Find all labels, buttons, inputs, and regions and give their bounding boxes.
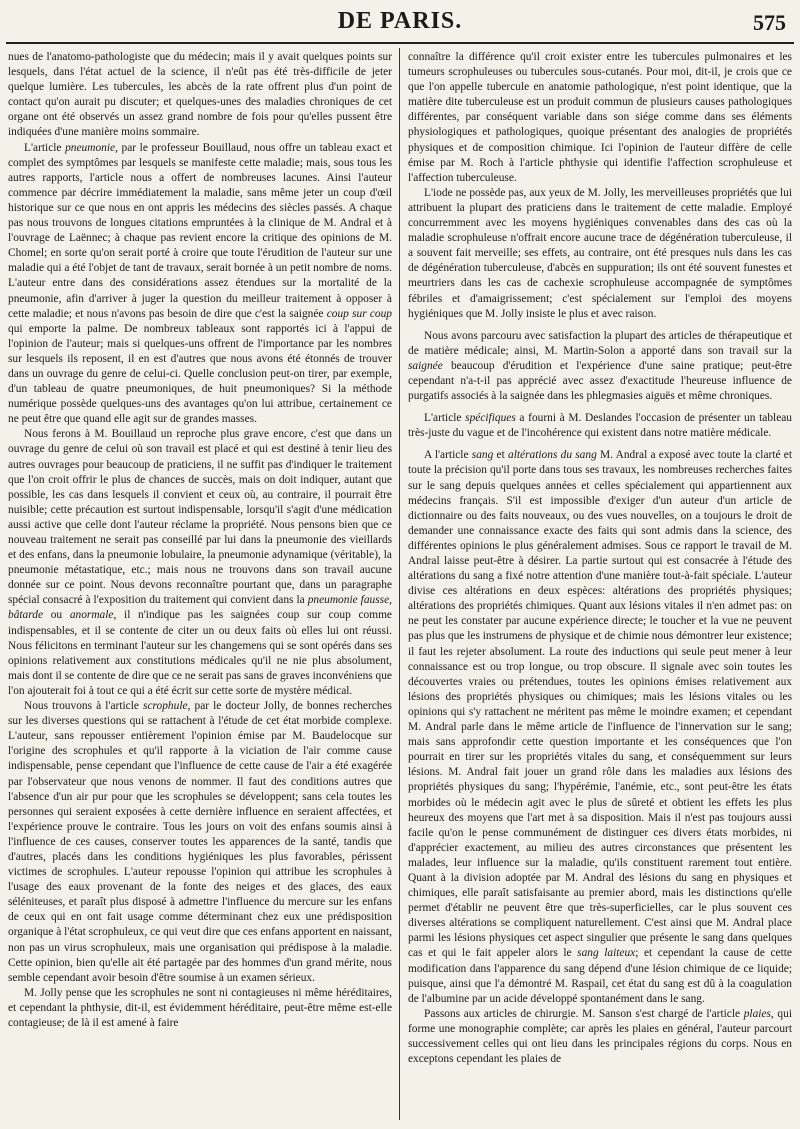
page-title: DE PARIS. [337, 8, 463, 34]
paragraph-text: A l'article [424, 449, 472, 462]
paragraph-text: L'iode ne possède pas, aux yeux de M. Jolly, les merveilleuses propriétés que lui attribuent la plupart des praticiens dans le traitement de cette maladie. Employé concurremment avec les moyens hygiéniques convenables dans des cas où la maladie scrophuleuse n'offrait encore aucune trace de dégénération tuberculeuse, il a souvent fait merveille; ses effets, au contraire, ont été presques nuls dans les cas de dégénération tuberculeuse, d'abcès en suppuration; ils ont été souvent funestes et meurtriers dans les cas de cachexie scrophuleuse accompagnée de symptômes fébriles et d'amaigrissement; c'est spécialement sur l'emploi des moyens hygiéniques que M. Jolly insiste le plus et avec raison. [408, 186, 792, 320]
paragraph [408, 186, 792, 322]
page-number: 575 [753, 10, 786, 35]
paragraph-text: nues de l'anatomo-pathologiste que du médecin; mais il y avait quelques points sur lesquels, dans l'état actuel de la science, il n'eût pas été très-difficile de jeter quelque lumière. Les tubercules, les abcès de la rate offrent plus d'un point de contact qu'on aurait pu discuter; et quelques-unes des maladies chroniques de cet organe ont été observés un assez grand nombre de fois pour qu'elles pussent être indiquées d'une manière moins sommaire. [8, 51, 392, 139]
italic-term: altérations du sang [508, 449, 597, 462]
italic-term: plaies [743, 1007, 771, 1020]
header-rule [6, 42, 794, 44]
italic-term: anormale [69, 609, 114, 622]
paragraph-text: , qui forme une monographie complète; car après les plaies en général, l'auteur parcourt successivement celles qui ont lieu dans les principales régions du corps. Nous en exceptons cependant les plaies de [408, 1007, 792, 1066]
paragraph [8, 141, 392, 428]
italic-term: coup sur coup [326, 307, 392, 320]
paragraph-text: Nous trouvons à l'article [24, 700, 144, 713]
italic-term: sang [471, 449, 494, 462]
paragraph [8, 699, 392, 986]
paragraph-text: et [493, 449, 509, 462]
paragraph-text: Passons aux articles de chirurgie. M. Sanson s'est chargé de l'article [424, 1007, 744, 1020]
italic-term: spécifiques [465, 412, 516, 425]
paragraph-text: L'article [24, 141, 66, 154]
paragraph-text: , il n'indique pas les saignées coup sur coup comme indispensables, et il se contente de citer un ou deux faits où elles lui ont réussi. Nous félicitons en terminant l'auteur sur les changemens qui se sont opérés dans ses opinions relativement aux constitutions médicales qu'il ne nie plus absolument, mais dont il se contente de dire que ce ne serait pas sans de graves inconvéniens que l'on ajouterait foi à tout ce qui a été écrit sur cette sorte de mystère médical. [8, 609, 392, 697]
paragraph-text: , par le professeur Bouillaud, nous offre un tableau exact et complet des symptômes par lesquels se manifeste cette maladie; mais, sous tous les autres rapports, l'article nous a offert de nombreuses lacunes. Ainsi l'auteur commence par décrire immédiatement la maladie, sans même jeter un coup d'œil historique sur ce que nous en ont appris les médecins des siècles passés. A chaque pas nous trouvons de longues citations empruntées à la clinique de M. Andral et à l'ouvrage de Laënnec; à chaque pas revient encore la critique des opinions de M. Chomel; en sorte qu'on serait porté à croire que toute l'érudition de l'auteur sur une maladie qui a été l'objet de tant de travaux, serait bornée à un petit nombre de noms. L'auteur entre dans des considérations assez étendues sur la mortalité de la pneumonie, afin d'arriver à juger la question du meilleur traitement à opposer à cette maladie; et nous n'avons pas besoin de dire que c'est la saignée [8, 141, 392, 320]
paragraph-text: connaître la différence qu'il croit exister entre les tubercules pulmonaires et les tumeurs scrophuleuses ou tubercules sous-cutanés. Pour moi, dit-il, je crois que ce que l'on appelle tubercule en anatomie pathologique, n'est point identique, que la matière dite tuberculeuse est un produit commun de plusieurs causes pathologiques différentes, par conséquent variable dans son siége comme dans ses éléments physiologiques et pathologiques, quoique présentant des analogies de propriétés physiques et de composition chimique. Ici l'opinion de l'auteur diffère de celle émise par M. Roch à l'article phthysie qui identifie l'affection scrophuleuse et l'affection tuberculeuse. [408, 51, 792, 184]
italic-term: sang laiteux [577, 947, 636, 960]
paragraph [8, 986, 392, 1031]
italic-term: scrophule [143, 700, 188, 713]
paragraph-text: Nous ferons à M. Bouillaud un reproche plus grave encore, c'est que dans un ouvrage du genre de celui où son travail est placé et qui est destiné à tenir lieu des autres ouvrages pour beaucoup de praticiens, il ne suffit pas d'indiquer le traitement que l'on croit offrir le plus de chances de succès, mais on doit indiquer, autant que possible, les cas dans lesquels il convient et ceux où, au contraire, il pourrait être nuisible; cette précaution est surtout indispensable, lorsqu'il s'agit d'une médication aussi active que celle dont l'auteur réclame la propriété. Nous pensons bien que ce nouveau traitement ne serait pas conseillé par lui dans la pneumonie des vieillards et des enfans, dans la pneumonie lobulaire, la pneumonie adynamique (véritable), la pneumonie métastatique, etc.; mais nous ne trouvons dans son travail aucune donnée sur ce point. Nous devons reconnaître pourtant que, dans un paragraphe spécial consacré à l'exposition du traitement qui convient dans la [8, 428, 392, 607]
italic-term: pneumonie fausse, bâtarde [8, 594, 392, 622]
italic-term: saignée [408, 359, 443, 372]
paragraph-text: a fourni à M. Deslandes l'occasion de présenter un tableau très-juste du vague et de l'incohérence qui existent dans notre matière médicale. [408, 412, 792, 440]
paragraph [8, 427, 392, 699]
column-divider [399, 48, 400, 1120]
paragraph-text: L'article [424, 412, 466, 425]
paragraph [408, 329, 792, 404]
paragraph [408, 1007, 792, 1067]
paragraph-text: qui emporte la palme. De nombreux tableaux sont rapportés ici à l'appui de l'opinion de l'auteur; mais si quelques-uns offrent de l'importance par les nombres sur lesquels ils reposent, il en est d'autres que nous avons été étonnés de trouver dans un ouvrage du genre de celui-ci. Quelle conclusion peut-on tirer, par exemple, d'un tableau de quatre pneumoniques, de huit pneumoniques? Si la méthode numérique possède quelques-uns des avantages qu'on lui attribue, certainement ce ne peut être que quand elle agit sur de grandes masses. [8, 322, 392, 426]
italic-term: pneumonie [65, 141, 116, 154]
paragraph-text: M. Andral a exposé avec toute la clarté et toute la précision qu'il porte dans tous ses travaux, les nombreuses recherches faites sur le sang depuis quelques années et celles spécialement qui appartiennent aux médecins français. S'il est impossible d'exiger d'un auteur d'un article de dictionnaire ou des faits nouveaux, ou des vues nouvelles, on a toujours le droit de demander une connaissance exacte des faits qui sont admis dans la science, des différentes opinions le plus généralement admises. Sous ce rapport le travail de M. Andral laisse peut-être à désirer. La partie surtout qui est consacrée à l'étude des altérations du sang a fixé notre attention d'une manière tout-à-fait spéciale. L'auteur divise ces altérations en deux espèces: altérations des propriétés physiques; altérations des propriétés chimiques. Quant aux lésions vitales il n'en admet pas: on ne peut les constater par aucune expérience directe; le toucher et la vue ne peuvent pas plus que les instrumens de physique et de chimie nous démontrer leur existence; il faut les rejeter absolument. La route des inductions qui seule peut mener à leur connaissance est ou trop longue, ou trop obscure. Il signale avec soin toutes les découvertes vraies ou prétendues, toutes les opinions émises relativement aux lésions des propriétés physiques ou chimiques; mais les lésions vitales ou les opinions qui s'y rattachent ne méritent pas même le moindre examen; et cependant M. Andral parle dans le même article de l'influence de l'innervation sur le sang; mais sans approfondir cette question importante et les conséquences que l'on pourrait en tirer sur les propriétés vitales du sang, et conséquemment sur leurs lésions. M. Andral fait jouer un grand rôle dans les maladies aux lésions des propriétés physiques du sang; l'hypérémie, l'anémie, etc., sont peut-être les états morbides où le médecin agit avec le plus de sûreté et obtient les effets les plus heureux des moyens que l'art met à sa disposition. Mais il n'est pas toujours aussi facile qu'on le pense communément de distinguer ces divers états morbides, ni d'apprécier exactement, au milieu des autres circonstances que présentent les malades, leur influence sur la maladie, qu'ils constituent rarement tout entière. Quant à la division adoptée par M. Andral des lésions du sang en physiques et chimiques, elle paraît satisfaisante au premier abord, mais les distinctions qu'elle permet d'établir ne peuvent être que très-superficielles, car le plus souvent ces diverses altérations se compliquent naturellement. C'est ainsi que M. Andral place parmi les lésions physiques cet aspect singulier que présente le sang dans quelques cas et qui le fait appeler alors le [408, 449, 792, 960]
paragraph [408, 50, 792, 186]
paragraph-text: ou [43, 609, 70, 622]
left-column [8, 50, 392, 1122]
paragraph [408, 411, 792, 441]
paragraph-text: beaucoup d'érudition et l'expérience d'une saine pratique; peut-être cependant n'a-t-il pas apprécié avec assez d'exactitude l'heureuse influence de purgatifs associés à la saignée dans les phlegmasies aiguës et même chroniques. [408, 359, 792, 403]
paragraph-text: Nous avons parcouru avec satisfaction la plupart des articles de thérapeutique et de matière médicale; ainsi, M. Martin-Solon a apporté dans son travail sur la [408, 329, 792, 357]
paragraph [408, 448, 792, 1006]
paragraph-text: , par le docteur Jolly, de bonnes recherches sur les diverses questions qui se rattachent à l'étude de cet état morbide complexe. L'auteur, sans repousser entièrement l'opinion émise par M. Baudelocque sur l'origine des scrophules et qu'il rapporte à la viciation de l'air comme cause indispensable, pense cependant que l'influence de cette cause de l'air a été exagérée par l'observateur que nous venons de nommer. Il faut des conditions autres que l'absence d'un air pur pour que les scrophules se développent; sans cela toutes les personnes qui seraient exposées à cette dernière influence en seraient affectées, et l'expérience prouve le contraire. Tous les jours on voit des enfans soumis ainsi à l'influence de ces causes, conserver toutes les apparences de la santé, tandis que d'autres, placés dans les conditions hygiéniques les plus favorables, périssent victimes de scrophules. L'auteur repousse l'opinion qui attribue les scrophules à l'usage des eaux provenant de la fonte des neiges et des glaces, des eaux séléniteuses, et paraît plus disposé à admettre l'influence du mercure sur les enfans de ceux qui en ont fait usage comme déterminant chez eux une prédisposition organique à l'état scrophuleux, ce qui veut dire que ces enfans apportent en naissant, non pas un virus scrophuleux, mais une organisation qui prédispose à la maladie. Cette opinion, bien qu'elle ait été partagée par des hommes d'un grand mérite, nous semble cependant avoir besoin d'être soumise à un examen sérieux. [8, 700, 392, 984]
right-column [408, 50, 792, 1122]
paragraph-text: M. Jolly pense que les scrophules ne sont ni contagieuses ni même héréditaires, et cependant la phthysie, dit-il, est évidemment héréditaire, peut-être même est-elle contagieuse; de là il est amené à faire [8, 986, 392, 1029]
paragraph-text: ; et cependant la cause de cette modification dans l'apparence du sang dépend d'une lésion chimique de ce liquide; puisque, ainsi que l'a démontré M. Raspail, cet état du sang est dû à la coagulation de l'albumine par un acide développé spontanément dans le sang. [408, 947, 792, 1005]
page-header [0, 0, 800, 40]
paragraph [8, 50, 392, 141]
